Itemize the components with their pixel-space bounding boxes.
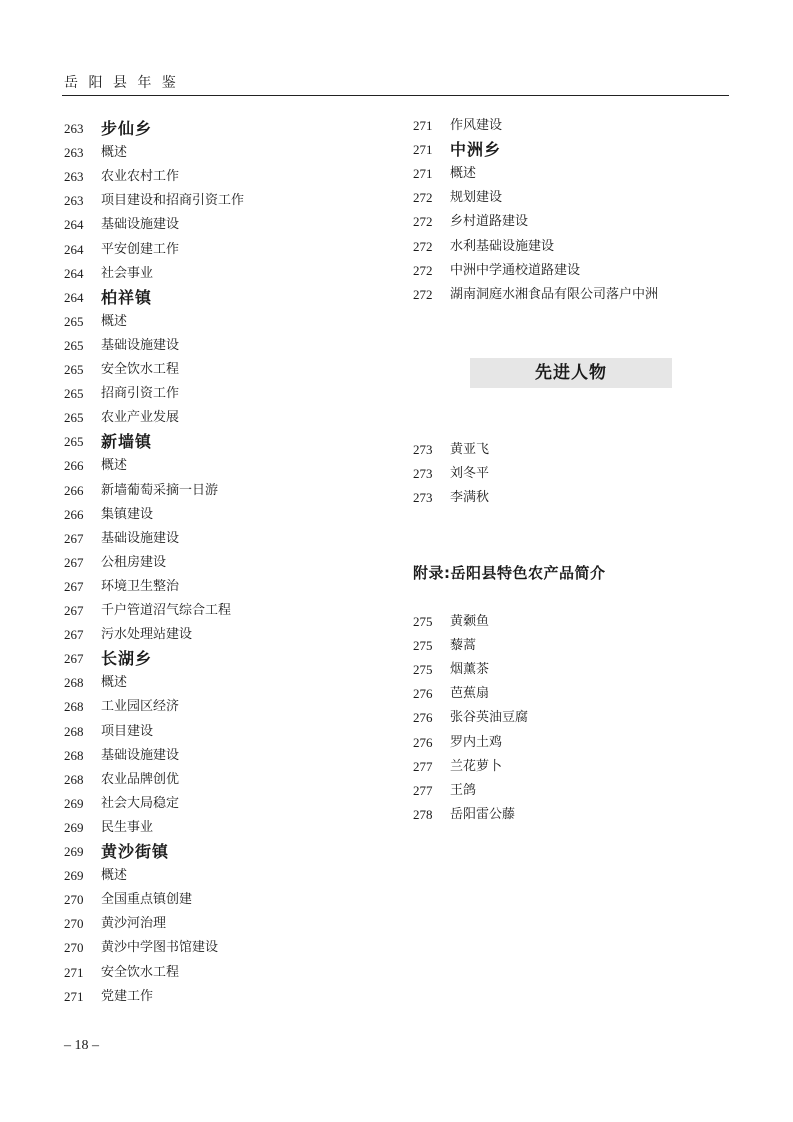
toc-page-number: 269: [64, 795, 84, 811]
toc-page-number: 270: [64, 916, 84, 932]
toc-page-number: 264: [64, 289, 84, 305]
toc-entry-title: 安全饮水工程: [101, 964, 180, 980]
section-banner-advanced-persons: 先进人物: [470, 358, 672, 388]
toc-page-number: 266: [64, 458, 84, 474]
toc-page-number: 265: [64, 410, 84, 426]
toc-entry-title: 民生事业: [101, 819, 154, 835]
toc-page-number: 273: [413, 466, 433, 481]
toc-entry-title: 招商引资工作: [101, 386, 180, 402]
toc-page-number: 267: [64, 627, 84, 643]
toc-entry-title: 张谷英油豆腐: [450, 710, 529, 726]
toc-page-number: 265: [64, 337, 84, 353]
toc-entry-title: 安全饮水工程: [101, 362, 180, 377]
toc-entry-title: 概述: [101, 458, 128, 474]
toc-entry-title: 概述: [101, 145, 128, 161]
header-rule: [62, 95, 729, 96]
toc-entry-title: 李满秋: [450, 490, 490, 505]
toc-page-number: 275: [413, 662, 433, 678]
toc-page-number: 273: [413, 442, 433, 457]
toc-entry-title: 黄沙河治理: [101, 916, 167, 932]
toc-entry-title: 概述: [101, 675, 128, 691]
toc-page-number: 277: [413, 782, 433, 798]
toc-page-number: 267: [64, 603, 84, 618]
running-header: 岳 阳 县 年 鉴: [64, 75, 179, 91]
toc-page-number: 271: [413, 142, 433, 158]
toc-page-number: 271: [64, 964, 84, 980]
toc-entry-title: 乡村道路建设: [450, 214, 529, 230]
toc-entry-title: 中洲中学通校道路建设: [450, 262, 581, 278]
toc-page-number: 272: [413, 286, 433, 302]
toc-entry-title: 农业品牌创优: [101, 771, 180, 787]
appendix-heading: 附录:岳阳县特色农产品简介: [413, 564, 606, 582]
toc-entry-title: 污水处理站建设: [101, 627, 193, 643]
toc-page-number: 267: [64, 554, 84, 570]
toc-entry-title: 概述: [101, 868, 128, 884]
toc-page-number: 270: [64, 892, 84, 908]
toc-entry-title: 黄沙中学图书馆建设: [101, 940, 219, 956]
toc-page-number: 264: [64, 241, 84, 257]
toc-entry-title: 湖南洞庭水湘食品有限公司落户中洲: [450, 286, 659, 302]
toc-page-number: 276: [413, 710, 433, 726]
toc-page-number: 264: [64, 265, 84, 281]
toc-page-number: 265: [64, 313, 84, 329]
toc-page-number: 263: [64, 169, 84, 185]
toc-page-number: 271: [64, 988, 84, 1004]
toc-entry-title: 公租房建设: [101, 554, 167, 570]
page-number: – 18 –: [64, 1038, 99, 1053]
toc-entry-title: 刘冬平: [450, 466, 490, 481]
toc-page-number: 264: [64, 217, 84, 233]
toc-page-number: 271: [413, 118, 433, 133]
toc-entry-title: 新墙葡萄采摘一日游: [101, 482, 219, 498]
toc-page-number: 271: [413, 166, 433, 182]
toc-entry-title: 千户管道沼气综合工程: [101, 603, 232, 618]
toc-page-number: 275: [413, 614, 433, 629]
toc-page-number: 265: [64, 362, 84, 377]
toc-entry-title: 项目建设: [101, 723, 154, 739]
toc-entry-title: 基础设施建设: [101, 217, 180, 233]
toc-entry-title: 芭蕉扇: [450, 686, 490, 702]
toc-page-number: 267: [64, 530, 84, 546]
toc-entry-title: 基础设施建设: [101, 747, 180, 763]
toc-page-number: 268: [64, 771, 84, 787]
toc-page-number: 275: [413, 638, 433, 654]
toc-page-number: 272: [413, 190, 433, 206]
toc-entry-title: 长湖乡: [101, 649, 153, 669]
toc-page-number: 265: [64, 434, 84, 450]
toc-entry-title: 作风建设: [450, 118, 503, 133]
toc-entry-title: 王鸽: [450, 782, 477, 798]
toc-page-number: 263: [64, 121, 84, 136]
toc-page-number: 270: [64, 940, 84, 956]
toc-entry-title: 黄颡鱼: [450, 614, 490, 629]
toc-entry-title: 岳阳雷公藤: [450, 806, 516, 822]
toc-entry-title: 全国重点镇创建: [101, 892, 193, 908]
toc-entry-title: 农业农村工作: [101, 169, 180, 185]
toc-page-number: 269: [64, 844, 84, 859]
toc-page-number: 273: [413, 490, 433, 505]
toc-entry-title: 烟薰茶: [450, 662, 490, 678]
toc-page-number: 268: [64, 747, 84, 763]
toc-page-number: 268: [64, 723, 84, 739]
toc-entry-title: 集镇建设: [101, 506, 154, 522]
toc-entry-title: 党建工作: [101, 988, 154, 1004]
toc-page-number: 263: [64, 145, 84, 161]
toc-page-number: 277: [413, 758, 433, 774]
toc-page-number: 278: [413, 806, 433, 822]
toc-entry-title: 农业产业发展: [101, 410, 180, 426]
toc-entry-title: 规划建设: [450, 190, 503, 206]
toc-entry-title: 基础设施建设: [101, 337, 180, 353]
toc-entry-title: 平安创建工作: [101, 241, 180, 257]
toc-entry-title: 黄沙街镇: [101, 842, 170, 861]
toc-entry-title: 环境卫生整治: [101, 578, 180, 594]
toc-page-number: 265: [64, 386, 84, 402]
toc-page-number: 276: [413, 686, 433, 702]
toc-entry-title: 中洲乡: [450, 140, 502, 160]
toc-page-number: 276: [413, 734, 433, 750]
toc-entry-title: 社会事业: [101, 265, 154, 281]
toc-entry-title: 概述: [450, 166, 477, 182]
toc-entry-title: 基础设施建设: [101, 530, 180, 546]
toc-page-number: 263: [64, 193, 84, 209]
toc-entry-title: 新墙镇: [101, 432, 153, 452]
toc-entry-title: 工业园区经济: [101, 699, 180, 715]
toc-entry-title: 藜蒿: [450, 638, 477, 654]
toc-page-number: 272: [413, 262, 433, 278]
toc-entry-title: 社会大局稳定: [101, 795, 180, 811]
toc-entry-title: 概述: [101, 313, 128, 329]
toc-page-number: 267: [64, 651, 84, 667]
toc-page-number: 272: [413, 214, 433, 230]
toc-entry-title: 步仙乡: [101, 119, 153, 138]
toc-page-number: 269: [64, 819, 84, 835]
toc-entry-title: 罗内土鸡: [450, 734, 503, 750]
toc-page-number: 269: [64, 868, 84, 884]
toc-entry-title: 兰花萝卜: [450, 758, 503, 774]
toc-page-number: 266: [64, 506, 84, 522]
toc-entry-title: 黄亚飞: [450, 442, 490, 457]
toc-entry-title: 柏祥镇: [101, 287, 153, 307]
toc-page-number: 268: [64, 675, 84, 691]
toc-page-number: 272: [413, 238, 433, 254]
toc-entry-title: 水利基础设施建设: [450, 238, 555, 254]
toc-entry-title: 项目建设和招商引资工作: [101, 193, 245, 209]
toc-page-number: 267: [64, 578, 84, 594]
toc-page-number: 266: [64, 482, 84, 498]
toc-page-number: 268: [64, 699, 84, 715]
